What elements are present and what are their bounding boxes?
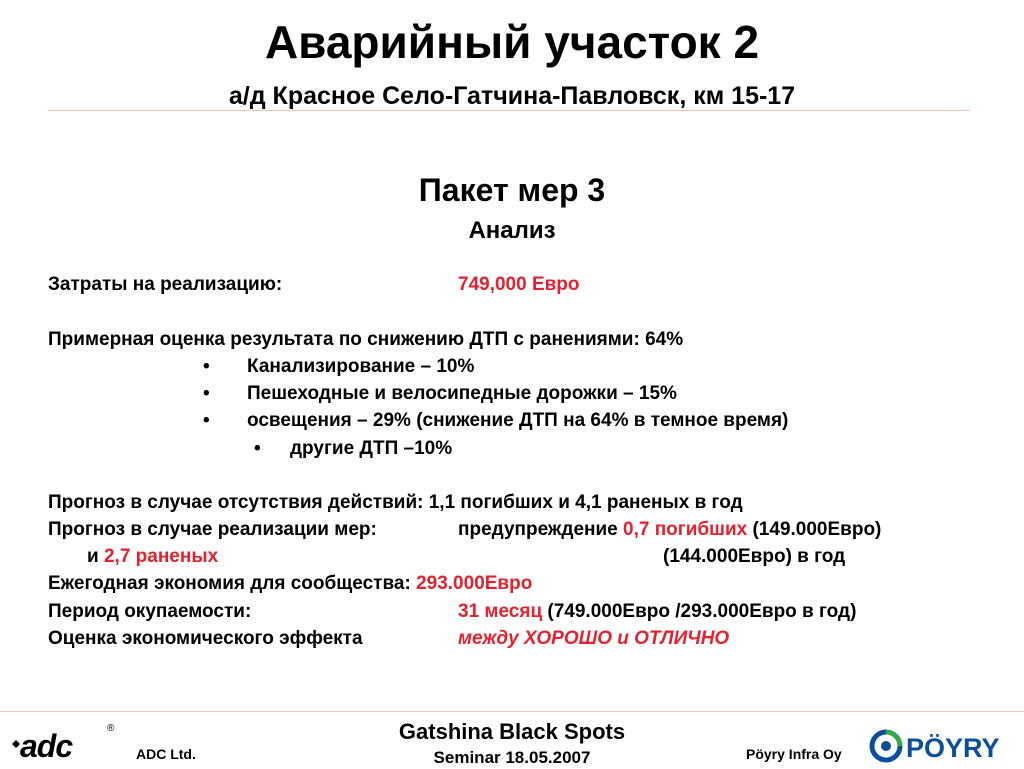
poyry-logo-graphic [868, 728, 1020, 764]
forecast-injured-line [87, 544, 218, 570]
slide-title: Аварийный участок 2 [264, 16, 760, 68]
forecast-deaths-cost: (149.000Евро) [752, 519, 882, 540]
list-item: другие ДТП –10% [290, 438, 453, 459]
package-title: Пакет мер 3 [418, 172, 606, 208]
forecast-injured-cost: (144.000Евро) в год [663, 546, 846, 567]
forecast-prefix: предупреждение [458, 519, 618, 540]
bullet-icon: • [203, 356, 210, 377]
forecast-action-line [458, 517, 881, 543]
footer-divider [0, 711, 1024, 712]
bullet-icon: • [203, 410, 210, 431]
costs-label: Затраты на реализацию: [48, 274, 283, 295]
right-company: Pöyry Infra Oy [746, 746, 842, 762]
slide-subtitle: а/д Красное Село-Гатчина-Павловск, км 15-17 [228, 82, 796, 110]
payback-line [458, 599, 856, 625]
header-divider [48, 110, 970, 111]
package-subtitle: Анализ [468, 217, 556, 244]
poyry-logo-wordmark: PÖYRY [906, 733, 1000, 763]
left-company: ADC Ltd. [136, 746, 196, 762]
payback-detail: (749.000Евро /293.000Евро в год) [547, 601, 857, 622]
forecast-injured: 2,7 раненых [103, 546, 219, 567]
list-item: Пешеходные и велосипедные дорожки – 15% [247, 383, 677, 404]
registered-mark: ® [107, 723, 115, 734]
footer-subtitle: Seminar 18.05.2007 [433, 748, 591, 767]
footer-title: Gatshina Black Spots [398, 719, 626, 744]
forecast-and: и [87, 546, 99, 567]
savings-line [48, 571, 532, 597]
adc-logo-wordmark: adc [20, 728, 73, 764]
list-item: Канализирование – 10% [247, 356, 475, 377]
savings-label: Ежегодная экономия для сообщества: [48, 573, 411, 594]
savings-value: 293.000Евро [416, 573, 533, 594]
forecast-action-label: Прогноз в случае реализации мер: [48, 519, 377, 540]
payback-label: Период окупаемости: [48, 601, 252, 622]
poyry-logo [868, 728, 1020, 764]
costs-value: 749,000 Евро [458, 274, 580, 295]
estimate-heading: Примерная оценка результата по снижению ДТП с ранениями: 64% [48, 329, 684, 350]
evaluation-label: Оценка экономического эффекта [48, 628, 363, 649]
list-item: освещения – 29% (снижение ДТП на 64% в темное время) [247, 410, 789, 431]
forecast-deaths: 0,7 погибших [623, 519, 748, 540]
bullet-icon: • [254, 438, 261, 459]
forecast-no-action: Прогноз в случае отсутствия действий: 1,1 погибших и 4,1 раненых в год [48, 492, 743, 513]
payback-value: 31 месяц [458, 601, 543, 622]
evaluation-value: между ХОРОШО и ОТЛИЧНО [458, 628, 730, 649]
bullet-icon: • [203, 383, 210, 404]
